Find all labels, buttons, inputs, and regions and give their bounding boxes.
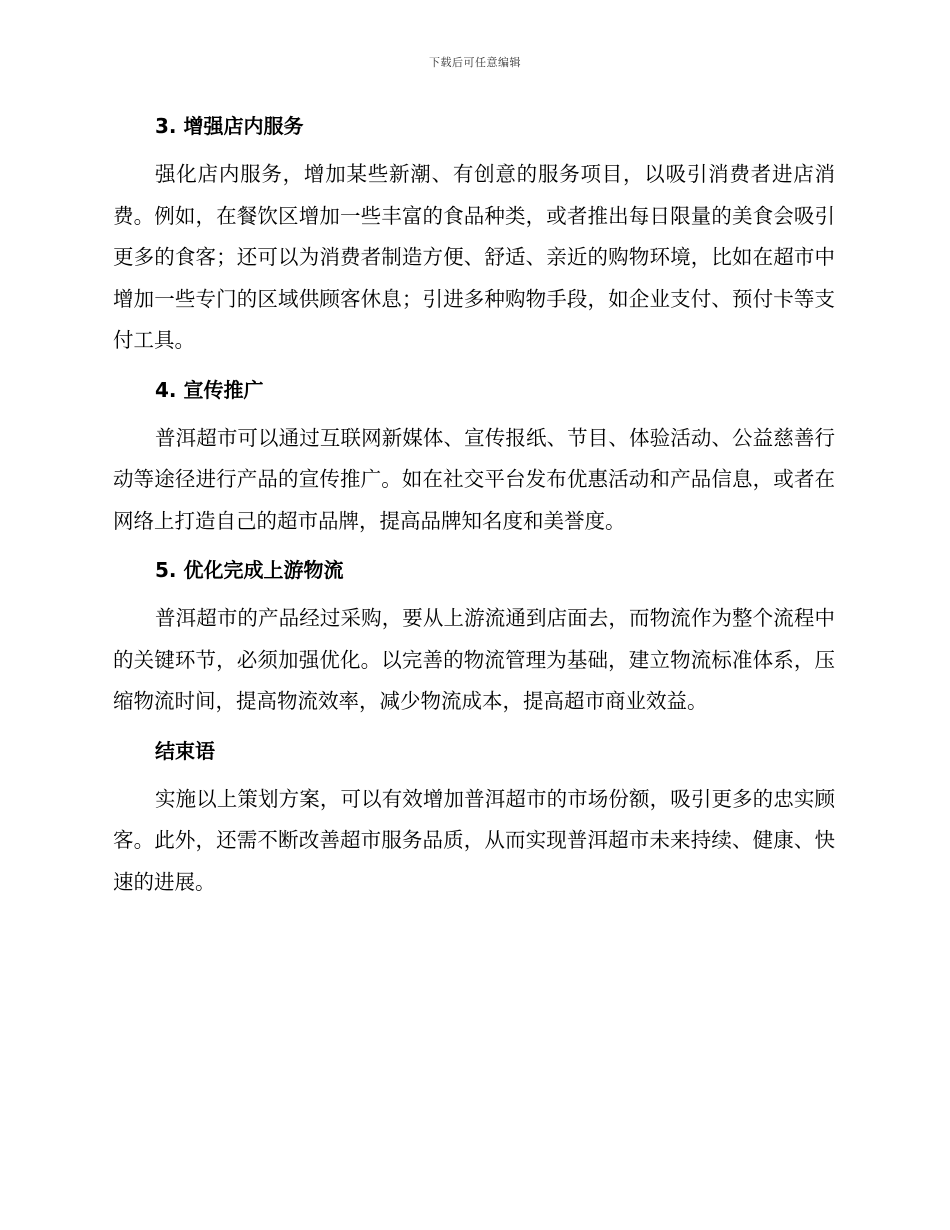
section-body-conclusion: 实施以上策划方案，可以有效增加普洱超市的市场份额，吸引更多的忠实顾客。此外，还需不断改善超市服务品质，从而实现普洱超市未来持续、健康、快速的进展。	[113, 786, 835, 894]
section-heading-conclusion: 结束语	[155, 738, 215, 763]
document-body	[113, 108, 835, 913]
section-body-service: 强化店内服务，增加某些新潮、有创意的服务项目，以吸引消费者进店消费。例如，在餐饮区增加一些丰富的食品种类，或者推出每日限量的美食会吸引更多的食客；还可以为消费者制造方便、舒适、亲近的购物环境，比如在超市中增加一些专门的区域供顾客休息；引进多种购物手段，如企业支付、预付卡等支付工具。	[113, 162, 835, 352]
section-body-logistics: 普洱超市的产品经过采购，要从上游流通到店面去，而物流作为整个流程中的关键环节，必须加强优化。以完善的物流管理为基础，建立物流标准体系，压缩物流时间，提高物流效率，减少物流成本，提高超市商业效益。	[113, 606, 835, 713]
section-heading-promotion: 4. 宣传推广	[155, 377, 264, 402]
header-note: 下载后可任意编辑	[429, 56, 521, 69]
section-body-promotion: 普洱超市可以通过互联网新媒体、宣传报纸、节目、体验活动、公益慈善行动等途径进行产品的宣传推广。如在社交平台发布优惠活动和产品信息，或者在网络上打造自己的超市品牌，提高品牌知名度和美誉度。	[113, 425, 835, 533]
section-heading-service: 3. 增强店内服务	[155, 114, 304, 138]
section-heading-logistics: 5. 优化完成上游物流	[155, 558, 344, 582]
